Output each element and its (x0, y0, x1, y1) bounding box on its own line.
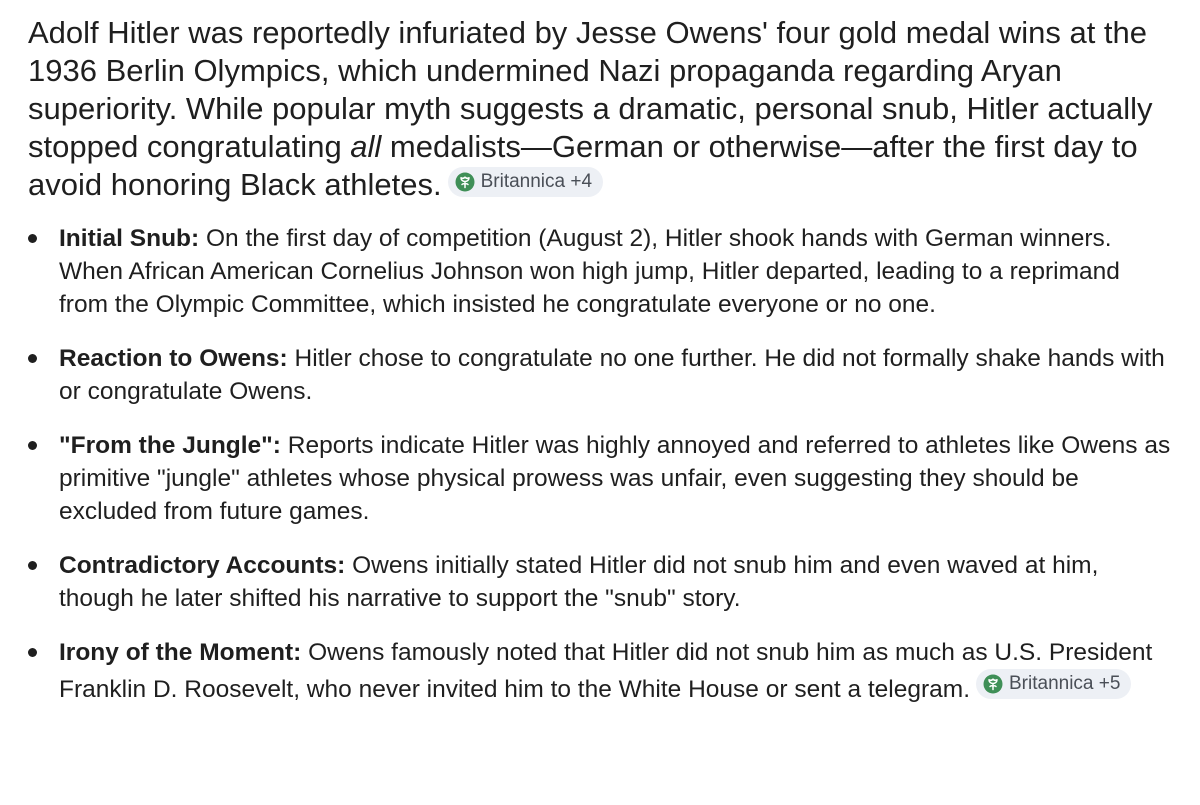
key-points-list (28, 222, 1172, 706)
bullet-icon (28, 561, 37, 570)
britannica-thistle-icon (455, 172, 475, 192)
point-title: Reaction to Owens: (59, 345, 288, 372)
source-chip-label: Britannica +4 (480, 171, 593, 192)
point-text: Reports indicate Hitler was highly annoyed and referred to athletes like Owens as primitive "jungle" athletes whose physical prowess was unfair, even suggesting they should be excluded from future games. (59, 432, 1171, 525)
intro-emphasis: all (350, 129, 382, 164)
point-text: On the first day of competition (August 2), Hitler shook hands with German winners. When African American Cornelius Johnson won high jump, Hitler departed, leading to a reprimand from the Olympic Committee, which insisted he congratulate everyone or no one. (59, 225, 1120, 318)
point-title: "From the Jungle": (59, 432, 281, 459)
point-title: Irony of the Moment: (59, 639, 302, 666)
list-item (28, 342, 1172, 408)
intro-paragraph (28, 14, 1172, 204)
bullet-icon (28, 354, 37, 363)
source-chip-intro[interactable] (448, 167, 603, 197)
list-item (28, 636, 1172, 706)
intro-text-part1: Adolf Hitler was reportedly infuriated by Jesse Owens' four gold medal wins at the 1936 Berlin Olympics, which undermined Nazi propaganda regarding Aryan superiority. While popular myth suggests a dramatic, personal snub, Hitler actually stopped congratulating (28, 15, 1153, 164)
point-text: Hitler chose to congratulate no one further. He did not formally shake hands with or congratulate Owens. (59, 345, 1165, 405)
list-item (28, 549, 1172, 615)
bullet-icon (28, 234, 37, 243)
point-title: Contradictory Accounts: (59, 552, 346, 579)
intro-text-part2: medalists—German or otherwise—after the first day to avoid honoring Black athletes. (28, 129, 1138, 202)
list-item (28, 222, 1172, 321)
bullet-icon (28, 441, 37, 450)
bullet-icon (28, 648, 37, 657)
britannica-thistle-icon (983, 674, 1003, 694)
source-chip-last[interactable] (976, 669, 1131, 699)
point-text: Owens famously noted that Hitler did not snub him as much as U.S. President Franklin D. Roosevelt, who never invited him to the White House or sent a telegram. (59, 639, 1153, 703)
point-text: Owens initially stated Hitler did not snub him and even waved at him, though he later shifted his narrative to support the "snub" story. (59, 552, 1099, 612)
list-item (28, 429, 1172, 528)
source-chip-label: Britannica +5 (1009, 673, 1121, 694)
point-title: Initial Snub: (59, 225, 200, 252)
